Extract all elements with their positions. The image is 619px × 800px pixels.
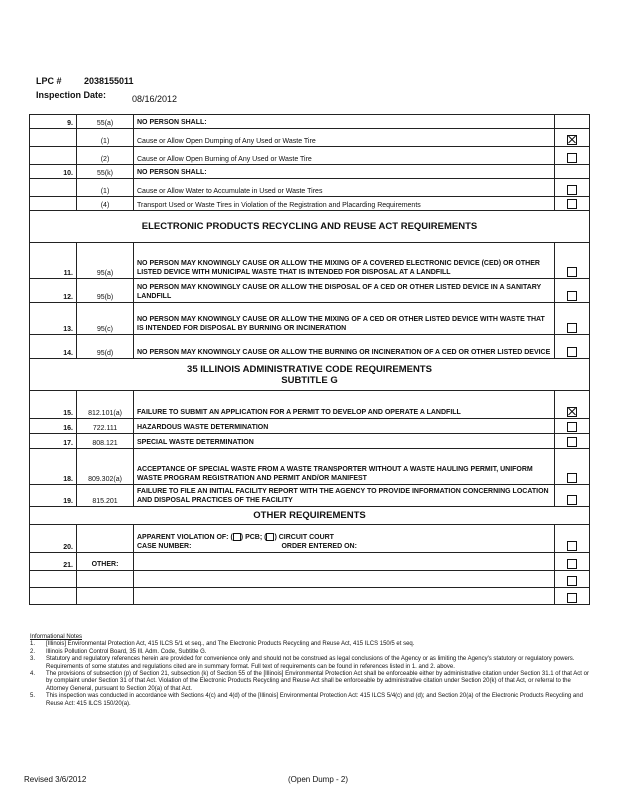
table-row: [30, 179, 590, 197]
requirement-text: NO PERSON MAY KNOWINGLY CAUSE OR ALLOW THE BURNING OR INCINERATION OF A CED OR OTHER LISTED DEVICE: [134, 335, 555, 359]
note-text: Statutory and regulatory references herein are provided for convenience only and should not be construed as legal conclusions of the Agency or as limiting the Agency's statutory or regulatory powers. Requirements of some statutes and regulations cited are in summary format. Full text of requirements can be found in references listed in 1. and 2. above.: [46, 656, 575, 670]
row-number: 16.: [30, 419, 77, 434]
inspection-date-value: 08/16/2012: [132, 94, 178, 104]
table-row: [30, 419, 590, 434]
apparent-violation-label: APPARENT VIOLATION OF: (: [137, 534, 233, 541]
row-number: 13.: [30, 303, 77, 335]
violation-checkbox[interactable]: [567, 576, 577, 586]
section-header-row: [30, 211, 590, 243]
pcb-label: ) PCB; (: [240, 534, 267, 541]
requirement-text: Transport Used or Waste Tires in Violation of the Registration and Placarding Requirements: [134, 197, 555, 211]
note-item: [30, 641, 590, 648]
requirement-text: NO PERSON SHALL:: [134, 115, 555, 129]
checkbox-cell: [555, 115, 590, 129]
note-number: 1.: [30, 641, 36, 648]
violation-checkbox[interactable]: [567, 347, 577, 357]
table-row: [30, 485, 590, 507]
section-ref: 815.201: [77, 485, 134, 507]
section-heading-other: OTHER REQUIREMENTS: [30, 507, 590, 525]
table-row: [30, 335, 590, 359]
lpc-label: LPC #: [36, 76, 62, 86]
violation-checkbox[interactable]: [567, 267, 577, 277]
note-item: [30, 693, 590, 708]
informational-notes: [30, 634, 590, 708]
table-row: [30, 115, 590, 129]
row-number: 17.: [30, 434, 77, 449]
table-row: [30, 165, 590, 179]
section-ref: 55(k): [77, 165, 134, 179]
note-text: Illinois Pollution Control Board, 35 Ill. Adm. Code, Subtitle G.: [46, 648, 207, 655]
order-entered-label: ORDER ENTERED ON:: [281, 543, 357, 550]
violation-checkbox[interactable]: [567, 559, 577, 569]
table-row: [30, 197, 590, 211]
circuit-court-label: ) CIRCUIT COURT: [274, 534, 334, 541]
section-ref: 812.101(a): [77, 391, 134, 419]
table-row: [30, 147, 590, 165]
subsection-ref: (1): [77, 129, 134, 147]
section-ref: 809.302(a): [77, 449, 134, 485]
violation-checkbox[interactable]: [567, 199, 577, 209]
violation-checkbox[interactable]: [567, 407, 577, 417]
lpc-value: 2038155011: [84, 76, 134, 86]
violation-checkbox[interactable]: [567, 473, 577, 483]
note-number: 3.: [30, 656, 36, 663]
section-header-row: [30, 359, 590, 391]
violation-checkbox[interactable]: [567, 593, 577, 603]
requirement-text: NO PERSON MAY KNOWINGLY CAUSE OR ALLOW THE MIXING OF A COVERED ELECTRONIC DEVICE (CED) OR OTHER LISTED DEVICE WITH MUNICIPAL WASTE THAT IS INTENDED FOR DISPOSAL AT A LANDFILL: [134, 243, 555, 279]
requirement-text: HAZARDOUS WASTE DETERMINATION: [134, 419, 555, 434]
case-number-label: CASE NUMBER:: [137, 543, 192, 550]
row-number: 9.: [30, 115, 77, 129]
section-ref: 95(b): [77, 279, 134, 303]
other-text-field[interactable]: [134, 571, 555, 588]
note-number: 4.: [30, 671, 36, 678]
violation-checkbox[interactable]: [567, 135, 577, 145]
table-row: [30, 434, 590, 449]
note-number: 5.: [30, 693, 36, 700]
notes-title: Informational Notes: [30, 634, 83, 640]
row-number: 11.: [30, 243, 77, 279]
subsection-ref: (2): [77, 147, 134, 165]
note-text: This inspection was conducted in accordance with Sections 4(c) and 4(d) of the [Illinois] Environmental Protection Act: 415 ILCS 5/4(c) and (d); and Section 20(a) of the Electronic Products Recycling and Reuse Act: 415 ILCS 150/20(a).: [46, 693, 583, 707]
page-label: (Open Dump - 2): [288, 775, 349, 784]
requirement-text: Cause or Allow Water to Accumulate in Used or Waste Tires: [134, 179, 555, 197]
requirement-text: Cause or Allow Open Burning of Any Used or Waste Tire: [134, 147, 555, 165]
revision-date: Revised 3/6/2012: [24, 775, 87, 784]
row-number: 14.: [30, 335, 77, 359]
violation-checkbox[interactable]: [567, 185, 577, 195]
section-heading-subtitle: SUBTITLE G: [281, 374, 338, 386]
note-number: 2.: [30, 648, 36, 655]
row-number: 19.: [30, 485, 77, 507]
requirements-table: [29, 114, 590, 605]
note-item: [30, 649, 590, 656]
note-text: The provisions of subsection (p) of Section 21, subsection (k) of Section 55 of the [Illinois] Environmental Protection Act shall be enforceable either by administrative citation under Section 31.1 of that Act or by complaint under Section 31 of that Act. Violation of the Electronic Products Recycling and Reuse Act shall be enforceable by administrative citation under Section 20(k) of that Act, or referral to the Attorney General, pursuant to Section 20(a) of that Act.: [46, 671, 589, 692]
section-heading-admin-code: [30, 359, 590, 391]
other-text-field[interactable]: [134, 553, 555, 571]
table-row: [30, 391, 590, 419]
row-number: 20.: [30, 525, 77, 553]
violation-checkbox[interactable]: [567, 323, 577, 333]
table-row: [30, 553, 590, 571]
row-number: 18.: [30, 449, 77, 485]
table-row: [30, 243, 590, 279]
violation-checkbox[interactable]: [567, 437, 577, 447]
table-row: [30, 303, 590, 335]
row-number: 15.: [30, 391, 77, 419]
section-heading-electronic: ELECTRONIC PRODUCTS RECYCLING AND REUSE ACT REQUIREMENTS: [30, 211, 590, 243]
requirement-text: FAILURE TO FILE AN INITIAL FACILITY REPORT WITH THE AGENCY TO PROVIDE INFORMATION CONCERNING LOCATION AND DISPOSAL PRACTICES OF THE FACILITY: [134, 485, 555, 507]
pcb-checkbox[interactable]: [233, 533, 241, 541]
note-item: [30, 656, 590, 671]
violation-checkbox[interactable]: [567, 291, 577, 301]
section-ref: 95(c): [77, 303, 134, 335]
row-number: 21.: [30, 553, 77, 571]
table-row: [30, 279, 590, 303]
requirement-text: NO PERSON MAY KNOWINGLY CAUSE OR ALLOW THE DISPOSAL OF A CED OR OTHER LISTED DEVICE IN A SANITARY LANDFILL: [134, 279, 555, 303]
row-number: 12.: [30, 279, 77, 303]
note-item: [30, 671, 590, 693]
row-number: 10.: [30, 165, 77, 179]
section-ref: 95(d): [77, 335, 134, 359]
requirement-text: ACCEPTANCE OF SPECIAL WASTE FROM A WASTE TRANSPORTER WITHOUT A WASTE HAULING PERMIT, UNIFORM WASTE PROGRAM REGISTRATION AND PERMIT AND/OR MANIFEST: [134, 449, 555, 485]
notes-list: [30, 641, 590, 708]
inspection-date: [36, 90, 178, 104]
other-label: OTHER:: [77, 553, 134, 571]
section-header-row: [30, 507, 590, 525]
requirement-text: FAILURE TO SUBMIT AN APPLICATION FOR A PERMIT TO DEVELOP AND OPERATE A LANDFILL: [134, 391, 555, 419]
requirement-text: Cause or Allow Open Dumping of Any Used or Waste Tire: [134, 129, 555, 147]
table-row: [30, 525, 590, 553]
lpc-number: [36, 76, 134, 86]
table-row: [30, 588, 590, 605]
section-ref: 55(a): [77, 115, 134, 129]
table-row: [30, 571, 590, 588]
subsection-ref: (4): [77, 197, 134, 211]
inspection-date-label: Inspection Date:: [36, 90, 107, 100]
section-ref: 722.111: [77, 419, 134, 434]
requirement-text: NO PERSON SHALL:: [134, 165, 555, 179]
section-ref: 808.121: [77, 434, 134, 449]
violation-checkbox[interactable]: [567, 495, 577, 505]
section-heading-line: 35 ILLINOIS ADMINISTRATIVE CODE REQUIREMENTS: [187, 363, 432, 375]
violation-checkbox[interactable]: [567, 541, 577, 551]
table-row: [30, 449, 590, 485]
requirement-text: SPECIAL WASTE DETERMINATION: [134, 434, 555, 449]
requirement-text: [134, 525, 555, 553]
subsection-ref: (1): [77, 179, 134, 197]
violation-checkbox[interactable]: [567, 153, 577, 163]
violation-checkbox[interactable]: [567, 422, 577, 432]
table-row: [30, 129, 590, 147]
other-text-field[interactable]: [134, 588, 555, 605]
requirement-text: NO PERSON MAY KNOWINGLY CAUSE OR ALLOW THE MIXING OF A CED OR OTHER LISTED DEVICE WITH WASTE THAT IS INTENDED FOR DISPOSAL BY BURNING OR INCINERATION: [134, 303, 555, 335]
section-ref: 95(a): [77, 243, 134, 279]
note-text: [Illinois] Environmental Protection Act, 415 ILCS 5/1 et seq., and The Electronic Products Recycling and Reuse Act, 415 ILCS 150/5 et seq.: [46, 641, 415, 648]
